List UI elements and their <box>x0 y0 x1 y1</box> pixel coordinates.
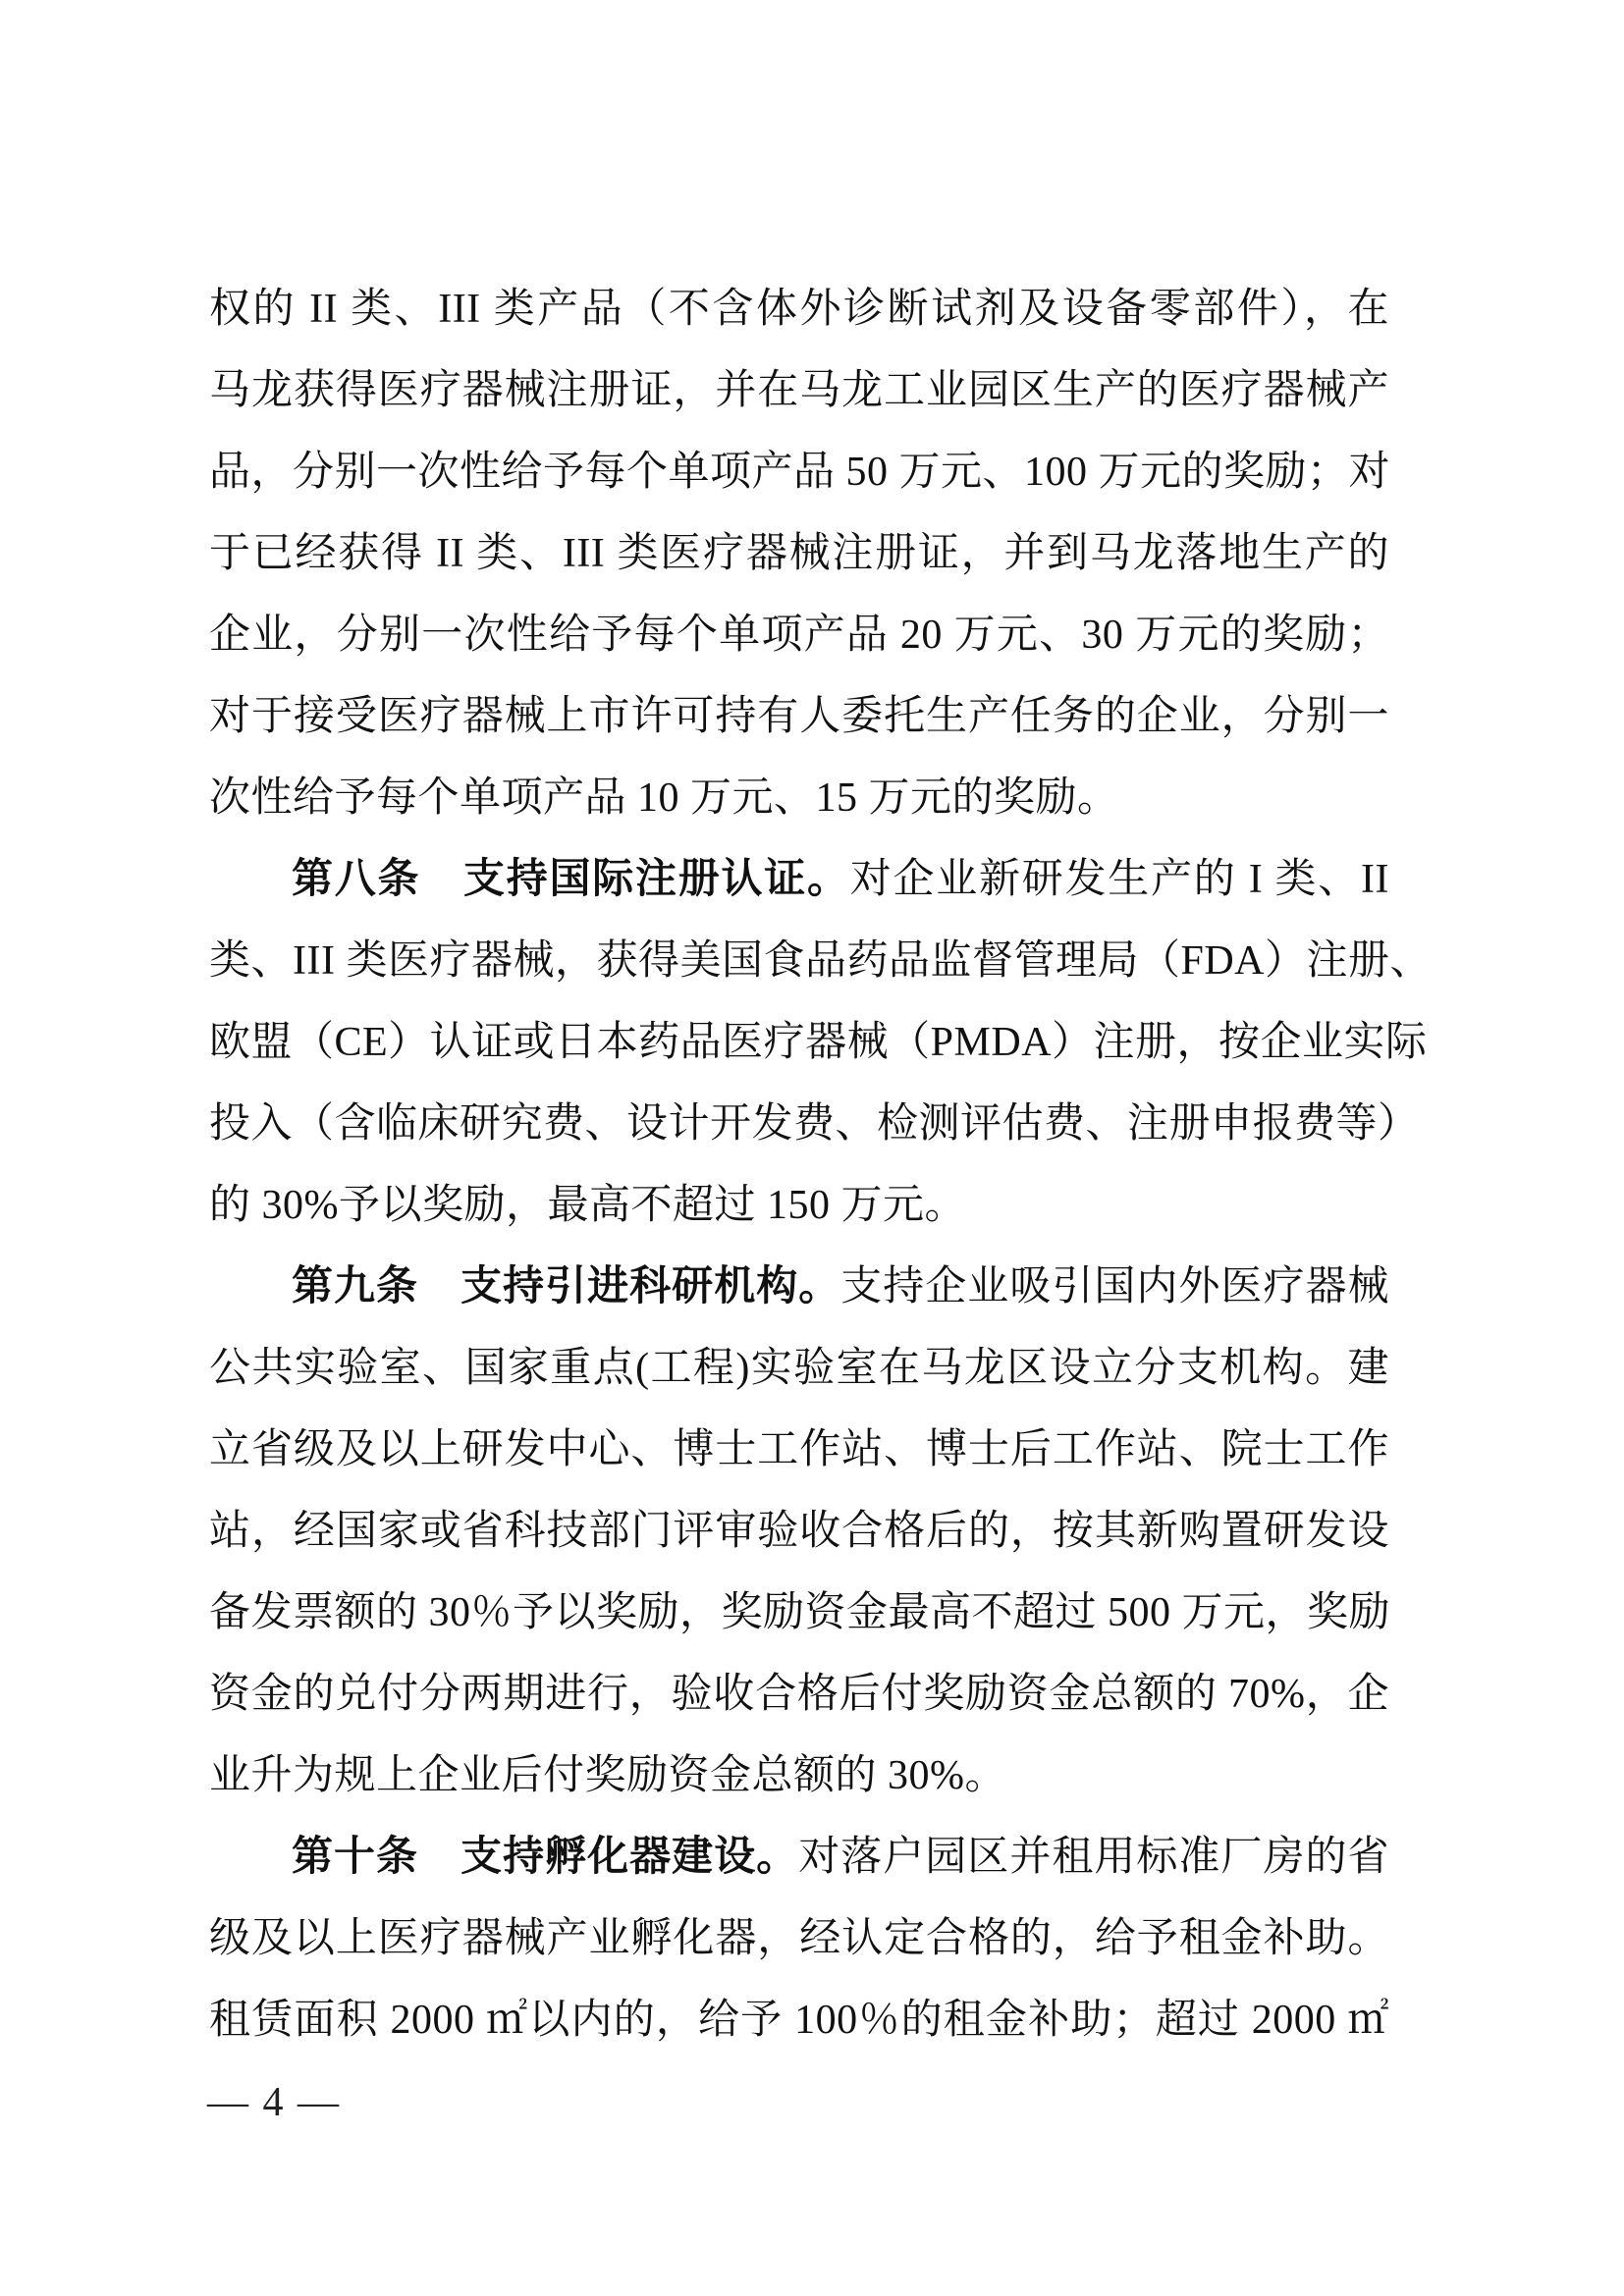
clause-heading: 第十条 支持孵化器建设。 <box>292 1835 799 1880</box>
line-text: 企业，分别一次性给予每个单项产品 20 万元、30 万元的奖励； <box>209 613 1389 658</box>
text-line <box>209 1410 1389 1491</box>
line-text: 对于接受医疗器械上市许可持有人委托生产任务的企业，分别一 <box>209 694 1389 739</box>
text-line <box>209 1491 1389 1573</box>
line-text: 站，经国家或省科技部门评审验收合格后的，按其新购置研发设 <box>209 1509 1389 1554</box>
text-line <box>209 1654 1389 1735</box>
line-text: 对落户园区并租用标准厂房的省 <box>798 1835 1389 1880</box>
clause-heading: 第九条 支持引进科研机构。 <box>292 1264 841 1309</box>
line-text: 支持企业吸引国内外医疗器械 <box>840 1264 1389 1309</box>
text-line <box>209 839 1389 921</box>
text-line <box>209 1573 1389 1654</box>
line-text: 马龙获得医疗器械注册证，并在马龙工业园区生产的医疗器械产 <box>209 368 1389 413</box>
text-line <box>209 1898 1389 1980</box>
text-line <box>209 676 1389 758</box>
text-line <box>209 432 1389 513</box>
text-line <box>209 1980 1389 2061</box>
line-text: 权的 II 类、III 类产品（不含体外诊断试剂及设备零部件），在 <box>209 287 1389 332</box>
line-text: 投入（含临床研究费、设计开发费、检测评估费、注册申报费等） <box>209 1101 1420 1147</box>
line-text: 次性给予每个单项产品 10 万元、15 万元的奖励。 <box>209 775 1119 821</box>
line-text: 资金的兑付分两期进行，验收合格后付奖励资金总额的 70%，企 <box>209 1672 1389 1717</box>
text-line <box>209 1084 1420 1165</box>
text-line <box>209 513 1389 595</box>
text-line <box>209 1247 1389 1328</box>
line-text: 欧盟（CE）认证或日本药品医疗器械（PMDA）注册，按企业实际 <box>209 1020 1428 1065</box>
line-text: 对企业新研发生产的 I 类、II <box>849 857 1389 902</box>
text-line <box>209 350 1389 432</box>
text-line <box>209 1328 1389 1410</box>
line-text: 类、III 类医疗器械，获得美国食品药品监督管理局（FDA）注册、 <box>209 938 1432 984</box>
text-line <box>209 1002 1428 1084</box>
line-text: 品，分别一次性给予每个单项产品 50 万元、100 万元的奖励；对 <box>209 450 1391 495</box>
text-line <box>209 758 1389 839</box>
text-line <box>209 595 1389 676</box>
line-text: 业升为规上企业后付奖励资金总额的 30%。 <box>209 1753 1006 1798</box>
text-line <box>209 1817 1389 1898</box>
line-text: 的 30%予以奖励，最高不超过 150 万元。 <box>209 1183 966 1228</box>
text-line <box>209 1165 1389 1247</box>
line-text: 于已经获得 II 类、III 类医疗器械注册证，并到马龙落地生产的 <box>209 531 1389 576</box>
clause-heading: 第八条 支持国际注册认证。 <box>292 857 850 902</box>
page-number: — 4 — <box>207 2080 341 2125</box>
document-body <box>209 269 1432 2061</box>
line-text: 级及以上医疗器械产业孵化器，经认定合格的，给予租金补助。 <box>209 1916 1389 1961</box>
line-text: 备发票额的 30％予以奖励，奖励资金最高不超过 500 万元，奖励 <box>209 1590 1391 1635</box>
text-line <box>209 269 1389 350</box>
line-text: 立省级及以上研发中心、博士工作站、博士后工作站、院士工作 <box>209 1427 1389 1472</box>
line-text: 公共实验室、国家重点(工程)实验室在马龙区设立分支机构。建 <box>209 1346 1389 1391</box>
line-text: 租赁面积 2000 ㎡以内的，给予 100％的租金补助；超过 2000 ㎡ <box>209 1998 1389 2043</box>
text-line <box>209 1735 1389 1817</box>
text-line <box>209 921 1432 1002</box>
